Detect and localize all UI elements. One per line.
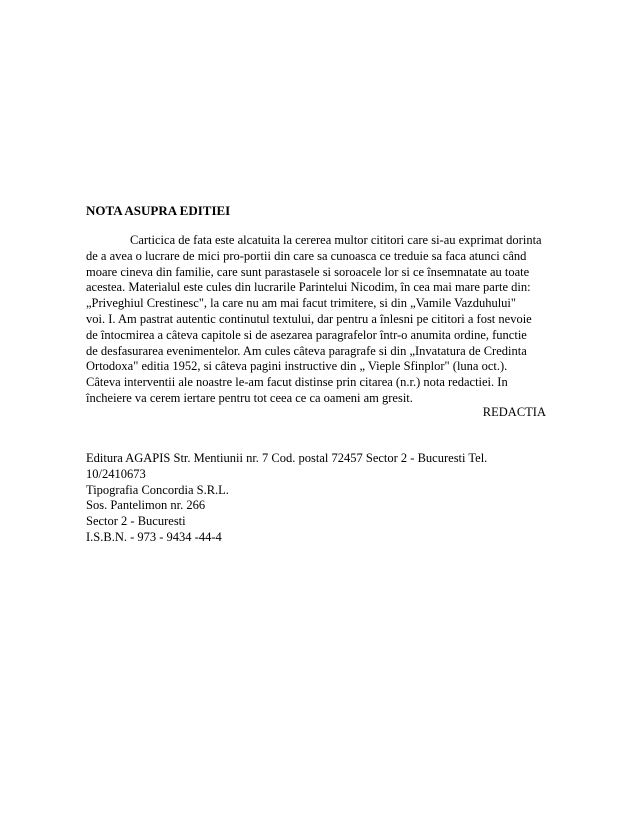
note-signature: REDACTIA	[482, 405, 546, 419]
note-line: încheiere va cerem iertare pentru tot ceea ce ca oameni am gresit.	[86, 390, 413, 405]
note-title: NOTA ASUPRA EDITIEI	[86, 203, 231, 218]
note-line: acestea. Materialul este cules din lucrarile Parintelui Nicodim, în cea mai mare parte din:	[86, 280, 531, 295]
colophon-line: 10/2410673	[86, 466, 146, 481]
note-line: voi. I. Am pastrat autentic continutul textului, dar pentru a înlesni pe cititori a fost nevoie	[86, 311, 532, 326]
note-line: Câteva interventii ale noastre le-am facut distinse prin citarea (n.r.) nota redactiei. In	[86, 375, 508, 390]
colophon	[86, 451, 556, 546]
note-line: de întocmirea a câteva capitole si de asezarea paragrafelor într-o anumita ordine, functie	[86, 327, 527, 342]
note-line: Carticica de fata este alcatuita la cererea multor cititori care si-au exprimat dorinta	[130, 233, 542, 247]
note-line: moare cineva din familie, care sunt parastasele si soroacele lor si ce însemnatate au toate	[86, 264, 530, 279]
note-paragraph	[86, 233, 551, 407]
colophon-line: Tipografia Concordia S.R.L.	[86, 482, 229, 497]
colophon-line: Sos. Pantelimon nr. 266	[86, 498, 206, 513]
note-line: Ortodoxa" editia 1952, si câteva pagini instructive din „ Vieple Sfinplor" (luna oct.).	[86, 359, 508, 374]
note-line: „Priveghiul Crestinesc", la care nu am mai facut trimitere, si din „Vamile Vazduhului"	[86, 296, 516, 311]
note-line: de a avea o lucrare de mici pro-portii din care sa cunoasca ce treduie sa faca atunci când	[86, 248, 527, 263]
colophon-line: Editura AGAPIS Str. Mentiunii nr. 7 Cod. postal 72457 Sector 2 - Bucuresti Tel.	[86, 451, 488, 465]
colophon-line: Sector 2 - Bucuresti	[86, 514, 186, 529]
colophon-line: I.S.B.N. - 973 - 9434 -44-4	[86, 529, 222, 544]
note-line: de desfasurarea evenimentelor. Am cules câteva paragrafe si din „Invatatura de Credinta	[86, 343, 527, 358]
